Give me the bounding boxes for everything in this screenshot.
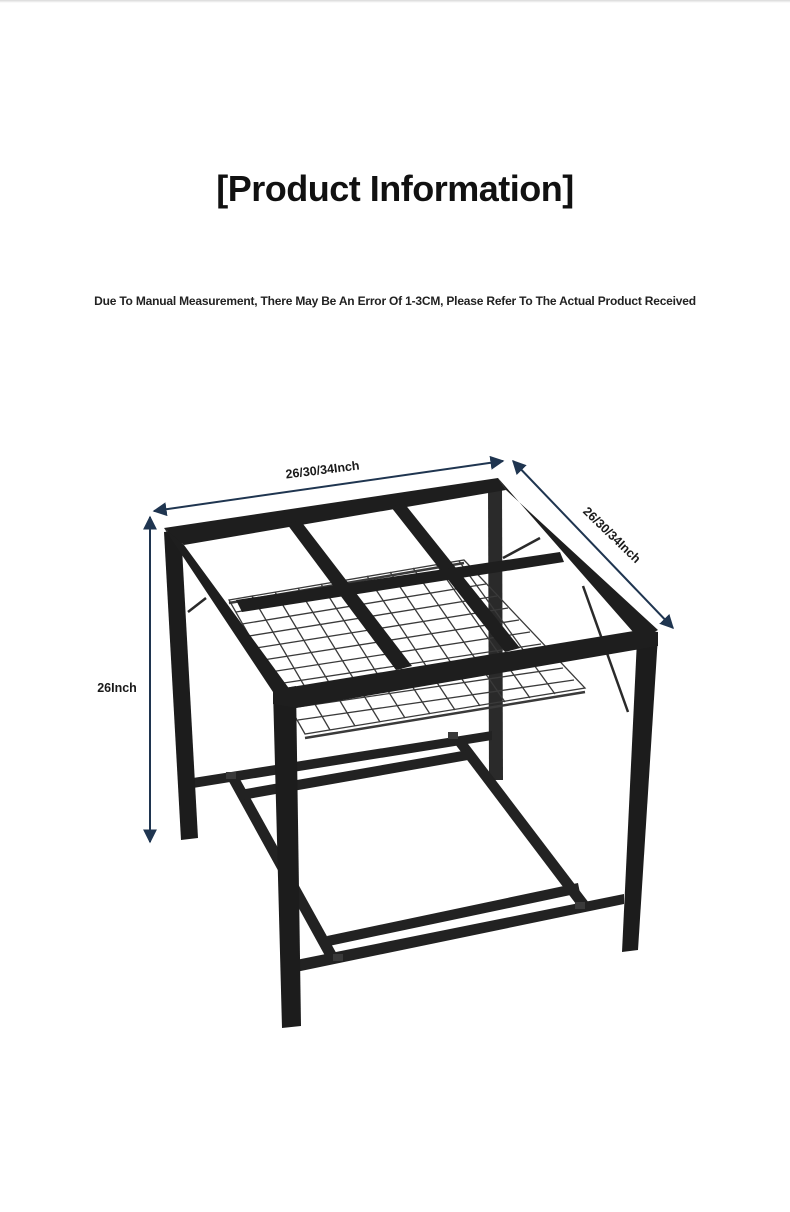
measurement-note: Due To Manual Measurement, There May Be An Error Of 1-3CM, Please Refer To The Actual Product Received xyxy=(94,294,696,308)
depth-dimension-line xyxy=(513,461,673,628)
lower-shelf-frame xyxy=(193,731,624,972)
depth-label: 26/30/34Inch xyxy=(580,504,644,566)
stand-product-illustration xyxy=(164,478,658,1028)
height-label: 26Inch xyxy=(97,681,137,695)
width-label: 26/30/34Inch xyxy=(284,458,361,482)
page-title: [Product Information] xyxy=(216,168,574,209)
